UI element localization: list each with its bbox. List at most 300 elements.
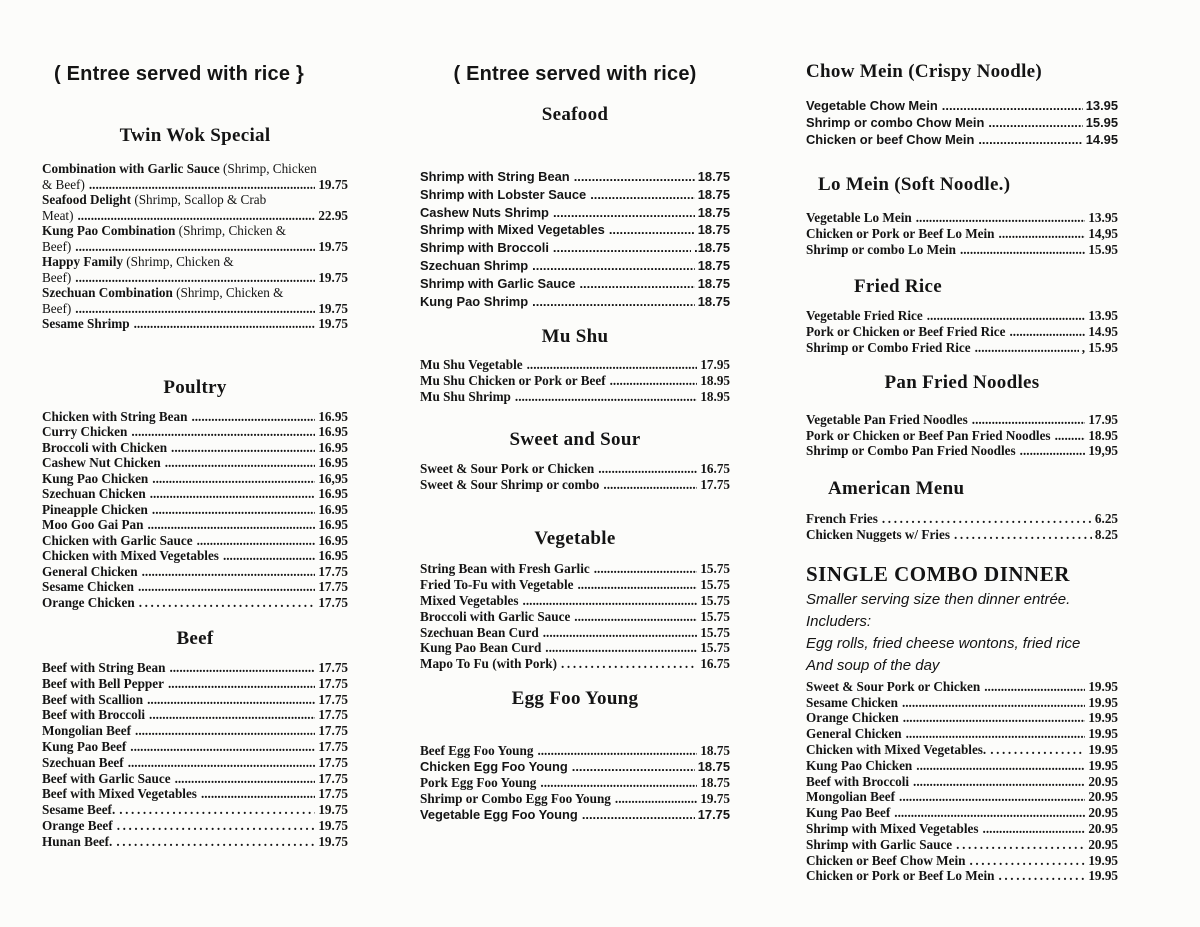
item-name-text: Curry Chicken <box>42 424 128 439</box>
item-price: 8.25 <box>1094 526 1118 542</box>
menu-item <box>806 774 1118 790</box>
menu-item <box>806 242 1118 258</box>
item-name-text: Happy Family <box>42 254 123 269</box>
menu-item-line <box>806 742 1118 758</box>
item-price: 13.95 <box>1085 98 1118 113</box>
menu-item <box>420 743 730 759</box>
menu-item <box>420 477 730 493</box>
item-price: 20.95 <box>1088 805 1118 821</box>
menu-item <box>42 739 348 755</box>
menu-item-line <box>42 834 348 850</box>
item-name-text: Mu Shu Vegetable <box>420 357 523 373</box>
item-name <box>42 818 113 834</box>
item-name-text: Chicken or Pork or Beef Lo Mein <box>806 225 995 241</box>
menu-item-line <box>420 640 730 656</box>
menu-item <box>42 786 348 802</box>
dot-leader <box>75 301 315 317</box>
menu-section-mu-shu <box>420 325 730 404</box>
item-name <box>806 695 898 711</box>
menu-item <box>806 868 1118 884</box>
menu-item <box>42 692 348 708</box>
menu-item <box>806 710 1118 726</box>
item-name-text: Szechuan Shrimp <box>420 257 529 273</box>
menu-item <box>420 625 730 641</box>
item-name-text: Kung Pao Chicken <box>806 757 913 773</box>
menu-item <box>806 726 1118 742</box>
menu-item <box>420 759 730 775</box>
item-name <box>806 97 938 114</box>
dot-leader <box>969 853 1085 869</box>
menu-section-egg-foo-young <box>420 687 730 823</box>
item-name-text: Kung Pao Bean Curd <box>420 640 542 656</box>
dot-leader <box>149 707 315 723</box>
dot-leader <box>574 168 695 186</box>
dot-leader <box>175 771 316 787</box>
menu-item <box>806 821 1118 837</box>
section-subtitle <box>806 589 1118 677</box>
menu-item <box>420 807 730 823</box>
item-name <box>42 270 71 286</box>
dot-leader <box>603 477 697 493</box>
menu-item <box>420 373 730 389</box>
item-name-text: Pork Egg Foo Young <box>420 774 537 790</box>
item-price: 20.95 <box>1088 773 1118 789</box>
dot-leader <box>75 239 315 255</box>
dot-leader <box>165 455 316 471</box>
item-name-text: Shrimp or combo Chow Mein <box>806 115 985 130</box>
menu-item-line <box>42 818 348 834</box>
dot-leader <box>999 226 1086 242</box>
menu-item <box>42 455 348 471</box>
dot-leader <box>130 739 315 755</box>
dot-leader <box>532 293 695 311</box>
dot-leader <box>553 239 691 257</box>
menu-item-line <box>806 340 1118 356</box>
menu-item-line <box>42 270 348 286</box>
dot-leader <box>972 412 1086 428</box>
item-name-text: Pork or Chicken or Beef Fried Rice <box>806 324 1006 340</box>
menu-item <box>420 221 730 239</box>
menu-item-line <box>420 239 730 257</box>
item-name-text: Sesame Shrimp <box>42 316 130 331</box>
menu-item <box>806 805 1118 821</box>
item-price: 16.75 <box>700 656 730 672</box>
dot-leader <box>152 471 315 487</box>
item-name-text: Sweet & Sour Pork or Chicken <box>806 678 981 694</box>
menu-item <box>42 660 348 676</box>
item-name <box>806 114 984 131</box>
item-name-text: Mu Shu Chicken or Pork or Beef <box>420 373 606 389</box>
item-price: 16.95 <box>318 424 348 439</box>
item-price: 19.75 <box>318 817 348 833</box>
menu-item-line <box>420 186 730 204</box>
item-name-text: Sesame Chicken <box>806 694 898 710</box>
item-price: 17.75 <box>318 691 348 707</box>
menu-item <box>806 853 1118 869</box>
item-name <box>42 409 187 425</box>
item-name <box>420 357 523 373</box>
item-name <box>806 837 952 853</box>
menu-section-poultry <box>42 376 348 611</box>
item-price: 19.75 <box>318 316 348 331</box>
dot-leader <box>975 340 1079 356</box>
menu-item-line <box>42 455 348 471</box>
section-title: SINGLE COMBO DINNER <box>806 561 1070 586</box>
item-name-text: Sesame Chicken <box>42 579 134 594</box>
menu-item-line <box>806 210 1118 226</box>
item-name <box>806 805 890 821</box>
menu-item <box>42 707 348 723</box>
dot-leader <box>147 517 315 533</box>
item-name <box>42 548 219 564</box>
menu-column-right <box>806 0 1118 927</box>
item-name <box>42 771 171 787</box>
item-name <box>42 517 143 533</box>
dot-leader <box>515 389 697 405</box>
item-price: 17.75 <box>700 476 730 492</box>
item-name-text: Beef with String Bean <box>42 660 166 675</box>
dot-leader <box>89 177 315 193</box>
item-name <box>42 440 167 456</box>
item-price: 18.95 <box>700 388 730 404</box>
menu-section-pan-fried-noodles <box>806 371 1118 459</box>
item-name-text: Beef) <box>42 238 72 254</box>
dot-leader <box>906 726 1086 742</box>
item-name-text: Seafood Delight <box>42 192 132 207</box>
item-price: 18.75 <box>700 742 730 758</box>
item-price: 16.95 <box>318 532 348 548</box>
item-name-text: Shrimp or Combo Pan Fried Noodles <box>806 443 1016 459</box>
menu-item <box>42 502 348 518</box>
menu-item-line <box>42 502 348 518</box>
menu-item-line <box>420 743 730 759</box>
item-name-text: Vegetable Lo Mein <box>806 210 912 225</box>
item-name <box>806 742 986 758</box>
item-name <box>806 131 974 148</box>
item-name <box>42 692 143 708</box>
item-name <box>806 428 1051 444</box>
menu-item <box>806 443 1118 459</box>
menu-item-list <box>420 743 730 823</box>
item-name-text: Beef) <box>42 269 72 285</box>
dot-leader <box>582 807 695 823</box>
item-price: 6.25 <box>1094 511 1118 527</box>
subtitle-line: Smaller serving size then dinner entrée. Includers: <box>806 590 1071 630</box>
item-price: 18.75 <box>697 758 730 774</box>
item-name <box>806 210 912 226</box>
dot-leader <box>119 802 315 818</box>
menu-item-list <box>806 210 1118 257</box>
dot-leader <box>540 775 697 791</box>
dot-leader <box>139 595 316 611</box>
item-name <box>420 257 528 275</box>
dot-leader <box>916 758 1085 774</box>
menu-item <box>420 239 730 257</box>
item-name-text: Beef with Scallion <box>42 691 144 707</box>
menu-item-line <box>420 477 730 493</box>
menu-item-line <box>420 656 730 672</box>
menu-item-line <box>42 707 348 723</box>
item-name <box>806 789 895 805</box>
menu-item <box>420 257 730 275</box>
dot-leader <box>150 486 316 502</box>
menu-item <box>420 775 730 791</box>
menu-item-line <box>420 168 730 186</box>
menu-item-line <box>42 692 348 708</box>
item-name-text: Fried To-Fu with Vegetable <box>420 577 574 593</box>
menu-item <box>806 340 1118 356</box>
dot-leader <box>134 316 316 332</box>
menu-item <box>420 577 730 593</box>
menu-item-line <box>806 97 1118 114</box>
item-name-text: Shrimp with Lobster Sauce <box>420 186 587 202</box>
item-name <box>42 579 134 595</box>
item-name-text: Mongolian Beef <box>42 723 132 739</box>
dot-leader <box>545 640 697 656</box>
section-title: Fried Rice <box>854 276 942 298</box>
item-price: 17.75 <box>318 770 348 786</box>
item-name-text: Chicken with String Bean <box>42 408 188 424</box>
menu-item-line <box>42 161 348 177</box>
item-name <box>420 239 549 257</box>
item-name <box>806 308 923 324</box>
dot-leader <box>147 692 315 708</box>
item-name-text: Mongolian Beef <box>806 789 896 805</box>
dot-leader <box>523 593 698 609</box>
item-name <box>420 640 541 656</box>
item-name-text: (Shrimp, Chicken <box>219 161 317 176</box>
item-name <box>806 679 980 695</box>
item-price: 22.95 <box>318 207 348 223</box>
dot-leader <box>168 676 315 692</box>
menu-item <box>806 308 1118 324</box>
menu-item <box>42 834 348 850</box>
dot-leader <box>578 577 698 593</box>
dot-leader <box>117 818 316 834</box>
item-name <box>420 807 578 823</box>
item-price: 13.95 <box>1088 308 1118 324</box>
menu-item-line <box>806 443 1118 459</box>
menu-item <box>42 771 348 787</box>
item-name-text: Pork or Chicken or Beef Pan Fried Noodles <box>806 427 1051 443</box>
item-name <box>420 168 570 186</box>
menu-item <box>42 223 348 254</box>
menu-item-line <box>806 789 1118 805</box>
item-name-text: Beef with Broccoli <box>42 707 146 723</box>
menu-item <box>42 161 348 192</box>
item-name <box>806 340 971 356</box>
item-name <box>420 293 528 311</box>
menu-item <box>806 324 1118 340</box>
dot-leader <box>561 656 697 672</box>
dot-leader <box>116 834 315 850</box>
menu-item <box>420 461 730 477</box>
section-title: Lo Mein (Soft Noodle.) <box>818 174 1011 195</box>
menu-item <box>42 548 348 564</box>
item-name-text: Vegetable Fried Rice <box>806 308 923 324</box>
item-name-text: Orange Beef <box>42 817 113 833</box>
item-name <box>42 834 112 850</box>
menu-item-line <box>420 759 730 775</box>
item-name-text: Meat) <box>42 207 74 223</box>
item-name <box>42 285 283 301</box>
item-price: 19.75 <box>700 790 730 806</box>
dot-leader <box>128 755 316 771</box>
menu-item-line <box>420 791 730 807</box>
item-price: 18.75 <box>697 204 730 220</box>
item-name <box>42 239 71 255</box>
item-name-text: Moo Goo Gai Pan <box>42 517 144 532</box>
item-price: 17.75 <box>318 723 348 739</box>
dot-leader <box>532 257 695 275</box>
item-name-text: Cashew Nut Chicken <box>42 455 161 470</box>
section-title: American Menu <box>828 478 965 500</box>
item-name <box>42 192 266 208</box>
menu-item-list <box>42 161 348 332</box>
dot-leader <box>610 373 698 389</box>
item-price: 18.95 <box>700 373 730 389</box>
dot-leader <box>990 742 1085 758</box>
menu-section-beef <box>42 627 348 850</box>
menu-item-line <box>42 285 348 301</box>
item-name-text: Chicken Nuggets w/ Fries <box>806 526 950 542</box>
item-name-text: Szechuan Combination <box>42 285 173 300</box>
menu-item-line <box>806 837 1118 853</box>
item-price: 16.95 <box>318 548 348 563</box>
item-name-text: Kung Pao Combination <box>42 223 176 238</box>
menu-item-line <box>42 676 348 692</box>
dot-leader <box>942 97 1083 114</box>
menu-item-line <box>420 204 730 222</box>
item-price: 19.95 <box>1088 757 1118 773</box>
menu-item-line <box>42 254 348 270</box>
menu-item-line <box>42 755 348 771</box>
item-name-text: Beef with Broccoli <box>806 773 910 789</box>
menu-item <box>420 186 730 204</box>
dot-leader <box>899 789 1085 805</box>
subtitle-line: And soup of the day <box>806 656 940 674</box>
dot-leader <box>201 786 315 802</box>
menu-item <box>42 254 348 285</box>
item-price: 19.95 <box>1088 868 1118 884</box>
item-name-text: Beef with Mixed Vegetables <box>42 786 197 802</box>
item-name-text: Shrimp with Garlic Sauce <box>806 836 953 852</box>
item-name-text: String Bean with Fresh Garlic <box>420 561 590 577</box>
item-name <box>420 656 557 672</box>
dot-leader <box>135 723 315 739</box>
item-name <box>42 424 127 440</box>
item-price: 18.75 <box>697 222 730 238</box>
menu-item-line <box>420 775 730 791</box>
item-price: 14.95 <box>1088 324 1118 340</box>
menu-item-line <box>806 679 1118 695</box>
menu-item-line <box>806 226 1118 242</box>
menu-item-line <box>42 723 348 739</box>
item-name-text: Szechuan Bean Curd <box>420 624 539 640</box>
item-name-text: Chicken with Mixed Vegetables <box>42 548 219 563</box>
item-price: 18.75 <box>697 186 730 202</box>
dot-leader <box>572 759 695 775</box>
menu-item <box>806 210 1118 226</box>
menu-item-line <box>42 564 348 580</box>
item-name-text: Vegetable Egg Foo Young <box>420 806 578 822</box>
menu-item <box>42 316 348 332</box>
item-price: 13.95 <box>1088 210 1118 225</box>
item-name <box>420 561 590 577</box>
menu-item <box>42 517 348 533</box>
item-name <box>806 853 965 869</box>
dot-leader <box>594 561 698 577</box>
item-price: 18.75 <box>697 275 730 291</box>
item-price: 15.75 <box>700 608 730 624</box>
item-name <box>806 412 968 428</box>
menu-column-left <box>42 0 348 927</box>
menu-item <box>420 389 730 405</box>
item-name-text: Shrimp with Mixed Vegetables <box>420 222 605 238</box>
item-price: 17.75 <box>318 786 348 802</box>
menu-item-line <box>42 771 348 787</box>
menu-item <box>420 791 730 807</box>
menu-item-line <box>42 223 348 239</box>
item-name <box>420 221 605 239</box>
dot-leader <box>615 791 697 807</box>
item-name-text: (Shrimp, Chicken & <box>175 223 286 238</box>
menu-item <box>420 609 730 625</box>
item-name <box>806 511 878 527</box>
dot-leader <box>138 579 315 595</box>
item-price: 19.95 <box>1088 852 1118 868</box>
item-name <box>42 802 115 818</box>
menu-item-list <box>420 168 730 310</box>
menu-item-line <box>42 409 348 425</box>
menu-item <box>42 676 348 692</box>
menu-item-line <box>42 177 348 193</box>
dot-leader <box>954 527 1092 543</box>
menu-item-line <box>42 301 348 317</box>
dot-leader <box>197 533 316 549</box>
section-title: Poultry <box>163 376 227 398</box>
menu-item-line <box>806 527 1118 543</box>
item-name <box>806 821 979 837</box>
item-name-text: Broccoli with Chicken <box>42 439 168 455</box>
column-header: ( Entree served with rice) <box>453 63 697 85</box>
dot-leader <box>916 210 1086 226</box>
item-name <box>42 471 148 487</box>
item-name-text: Beef with Garlic Sauce <box>42 770 171 786</box>
item-name-text: Mu Shu Shrimp <box>420 388 511 404</box>
menu-item-list <box>806 511 1118 543</box>
item-name <box>42 486 146 502</box>
menu-item <box>420 357 730 373</box>
item-price: 17.75 <box>697 806 730 822</box>
item-price: 15.95 <box>1088 241 1118 257</box>
item-price: 19.75 <box>318 269 348 285</box>
dot-leader <box>1055 428 1086 444</box>
item-price: 16.95 <box>318 439 348 455</box>
item-price: 17.95 <box>700 357 730 373</box>
item-name-text: Beef Egg Foo Young <box>420 742 534 758</box>
item-price: 14,95 <box>1088 225 1118 241</box>
menu-item-line <box>42 316 348 332</box>
menu-item <box>420 275 730 293</box>
dot-leader <box>223 548 315 564</box>
item-name <box>420 373 606 389</box>
menu-item-list <box>806 308 1118 355</box>
item-name-text: Kung Pao Beef <box>806 805 891 821</box>
item-price: 19,95 <box>1088 443 1118 459</box>
dot-leader <box>543 625 698 641</box>
item-name-text: Vegetable Chow Mein <box>806 98 938 113</box>
